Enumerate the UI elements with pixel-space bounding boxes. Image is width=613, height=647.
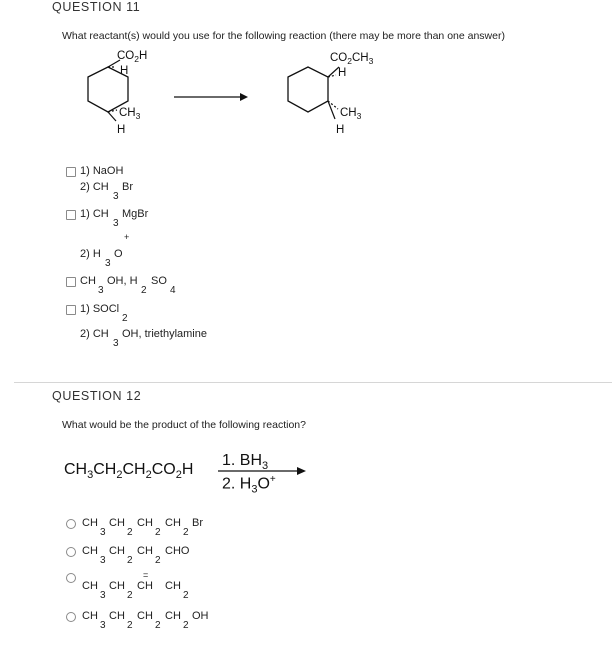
reactant-bottom-group: $CH_3$	[119, 107, 141, 121]
product-top-group: $CO_2CH_3$	[330, 52, 374, 66]
question-divider	[14, 382, 612, 383]
q11-reaction-scheme	[60, 45, 410, 145]
q12-option-d-radio[interactable]	[66, 612, 76, 622]
double-bond-mark: =	[143, 570, 149, 580]
q12-reagent-step-2: 2. $H_3O^+$	[222, 474, 276, 496]
product-top-h: H	[338, 67, 347, 79]
reactant-bottom-h: H	[117, 124, 126, 136]
product-bottom-h: H	[336, 124, 345, 136]
q11-option-c-checkbox[interactable]	[66, 277, 76, 287]
reactant-top-h: H	[120, 65, 129, 77]
q11-option-d-checkbox[interactable]	[66, 305, 76, 315]
question-12-prompt: What would be the product of the following reaction?	[62, 419, 306, 431]
product-bottom-group: $CH_3$	[340, 107, 362, 121]
question-11-prompt: What reactant(s) would you use for the following reaction (there may be more than one answer)	[62, 30, 505, 42]
option-d-line-2: 2) CH 3 OH, triethylamine	[80, 328, 207, 349]
option-b-line-1: 1) CH 3 MgBr	[80, 208, 149, 229]
q11-option-a-checkbox[interactable]	[66, 167, 76, 177]
question-11-title: QUESTION 11	[52, 0, 141, 14]
q12-option-b-radio[interactable]	[66, 547, 76, 557]
q11-reactant-structure	[88, 50, 147, 136]
q11-product-structure	[288, 52, 374, 136]
option-c-line-1: CH 3 OH, H 2 SO 4	[80, 275, 176, 296]
q12-reactant-formula: $CH_3CH_2CH_2CO_2H$	[64, 461, 194, 482]
q12-option-c-radio[interactable]	[66, 573, 76, 583]
cyclohexane-ring	[288, 67, 328, 112]
q11-option-b-checkbox[interactable]	[66, 210, 76, 220]
option-b-plus: +	[124, 232, 130, 242]
reaction-arrow	[174, 93, 248, 101]
option-a-line-1: 1) NaOH	[80, 165, 124, 177]
reactant-top-group: $CO_2H$	[117, 50, 148, 64]
q12-reagent-step-1: 1. $BH_3$	[222, 452, 269, 473]
question-12-title: QUESTION 12	[52, 389, 142, 403]
option-b-line-2: 2) H 3 O	[80, 248, 123, 269]
option-a-line-2: 2) CH 3 Br	[80, 181, 133, 202]
option-d-line-1: 1) SOCl 2	[80, 303, 128, 324]
q12-option-a-radio[interactable]	[66, 519, 76, 529]
